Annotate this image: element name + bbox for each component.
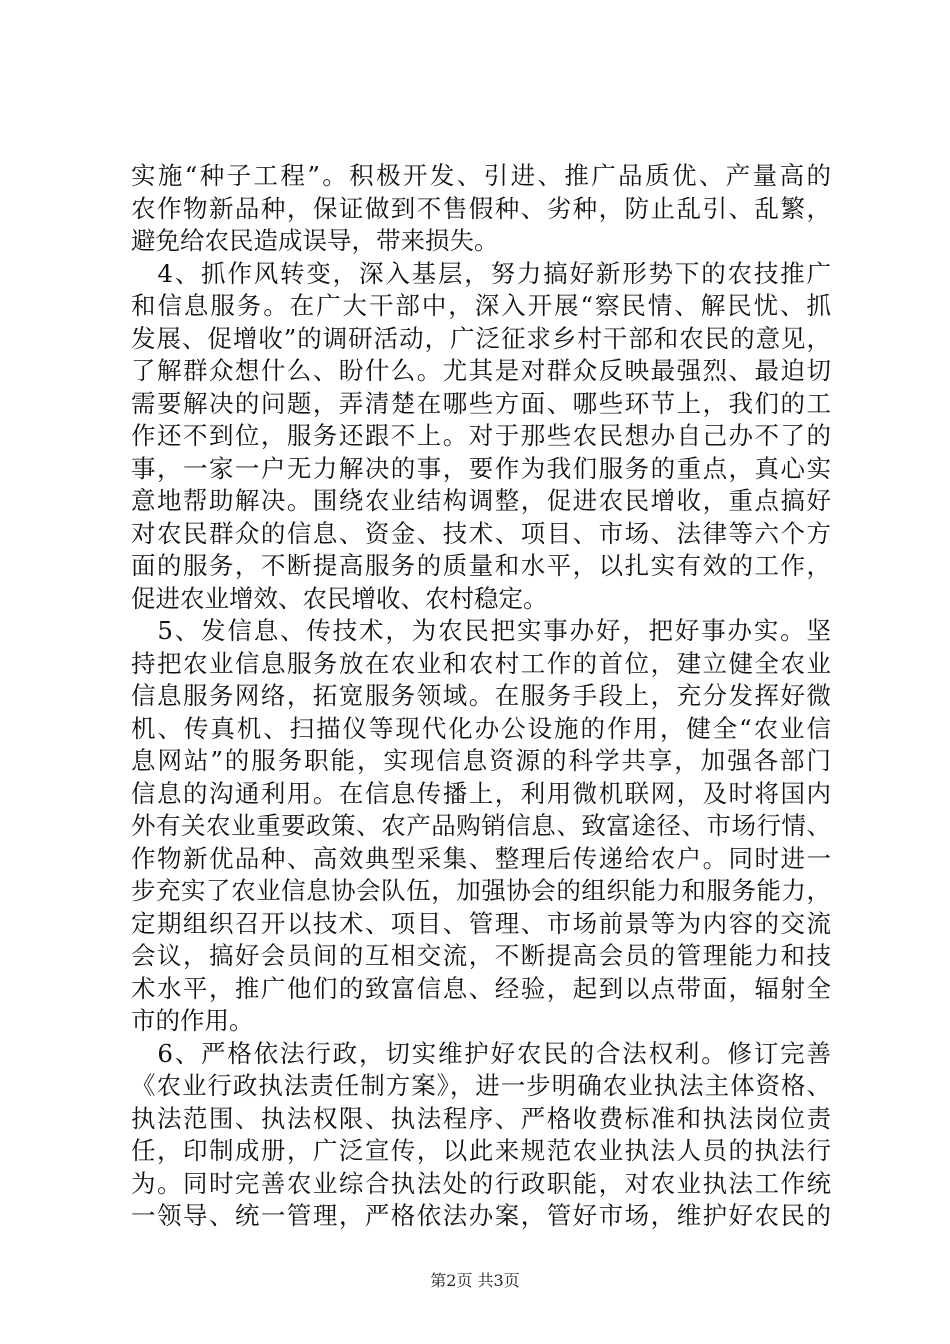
text-line: 执法范围、执法权限、执法程序、严格收费标准和执法岗位责 bbox=[131, 1103, 831, 1133]
text-line: 4、抓作风转变，深入基层，努力搞好新形势下的农技推广 bbox=[131, 258, 831, 288]
text-line: 术水平，推广他们的致富信息、经验，起到以点带面，辐射全 bbox=[131, 973, 831, 1003]
text-line: 事，一家一户无力解决的事，要作为我们服务的重点，真心实 bbox=[131, 453, 831, 483]
text-line: 促进农业增效、农民增收、农村稳定。 bbox=[131, 583, 548, 613]
text-line: 会议，搞好会员间的互相交流，不断提高会员的管理能力和技 bbox=[131, 941, 831, 970]
text-line: 为。同时完善农业综合执法处的行政职能，对农业执法工作统 bbox=[131, 1168, 831, 1198]
text-line: 6、严格依法行政，切实维护好农民的合法权利。修订完善 bbox=[131, 1038, 831, 1068]
text-line: 5、发信息、传技术，为农民把实事办好，把好事办实。坚 bbox=[131, 616, 831, 645]
text-line: 意地帮助解决。围绕农业结构调整，促进农民增收，重点搞好 bbox=[131, 486, 831, 515]
text-line: 定期组织召开以技术、项目、管理、市场前景等为内容的交流 bbox=[131, 908, 831, 938]
text-line: 发展、促增收”的调研活动，广泛征求乡村干部和农民的意见， bbox=[131, 323, 831, 353]
text-line: 任，印制成册，广泛宣传，以此来规范农业执法人员的执法行 bbox=[131, 1136, 831, 1165]
document-body bbox=[131, 160, 831, 1233]
text-line: 《农业行政执法责任制方案》，进一步明确农业执法主体资格、 bbox=[131, 1071, 831, 1100]
text-line: 机、传真机、扫描仪等现代化办公设施的作用，健全“农业信 bbox=[131, 713, 831, 743]
text-line: 和信息服务。在广大干部中，深入开展“察民情、解民忧、抓 bbox=[131, 291, 831, 320]
text-line: 外有关农业重要政策、农产品购销信息、致富途径、市场行情、 bbox=[131, 811, 831, 840]
text-line: 息网站”的服务职能，实现信息资源的科学共享，加强各部门 bbox=[131, 746, 831, 775]
text-line: 步充实了农业信息协会队伍，加强协会的组织能力和服务能力， bbox=[131, 876, 831, 905]
text-line: 持把农业信息服务放在农业和农村工作的首位，建立健全农业 bbox=[131, 648, 831, 678]
text-line: 一领导、统一管理，严格依法办案，管好市场，维护好农民的 bbox=[131, 1201, 831, 1230]
text-line: 需要解决的问题，弄清楚在哪些方面、哪些环节上，我们的工 bbox=[131, 388, 831, 418]
text-line: 作物新优品种、高效典型采集、整理后传递给农户。同时进一 bbox=[131, 843, 831, 873]
text-line: 市的作用。 bbox=[131, 1006, 254, 1035]
text-line: 作还不到位，服务还跟不上。对于那些农民想办自己办不了的 bbox=[131, 421, 831, 450]
text-line: 避免给农民造成误导，带来损失。 bbox=[131, 226, 499, 255]
text-line: 信息服务网络，拓宽服务领域。在服务手段上，充分发挥好微 bbox=[131, 681, 831, 710]
text-line: 实施“种子工程”。积极开发、引进、推广品质优、产量高的 bbox=[131, 161, 831, 190]
text-line: 面的服务，不断提高服务的质量和水平，以扎实有效的工作， bbox=[131, 551, 831, 580]
text-line: 了解群众想什么、盼什么。尤其是对群众反映最强烈、最迫切 bbox=[131, 356, 831, 385]
text-line: 信息的沟通利用。在信息传播上，利用微机联网，及时将国内 bbox=[131, 778, 831, 808]
text-line: 对农民群众的信息、资金、技术、项目、市场、法律等六个方 bbox=[131, 518, 831, 548]
text-line: 农作物新品种，保证做到不售假种、劣种，防止乱引、乱繁， bbox=[131, 193, 831, 223]
page-footer: 第2页 共3页 bbox=[430, 1271, 520, 1290]
